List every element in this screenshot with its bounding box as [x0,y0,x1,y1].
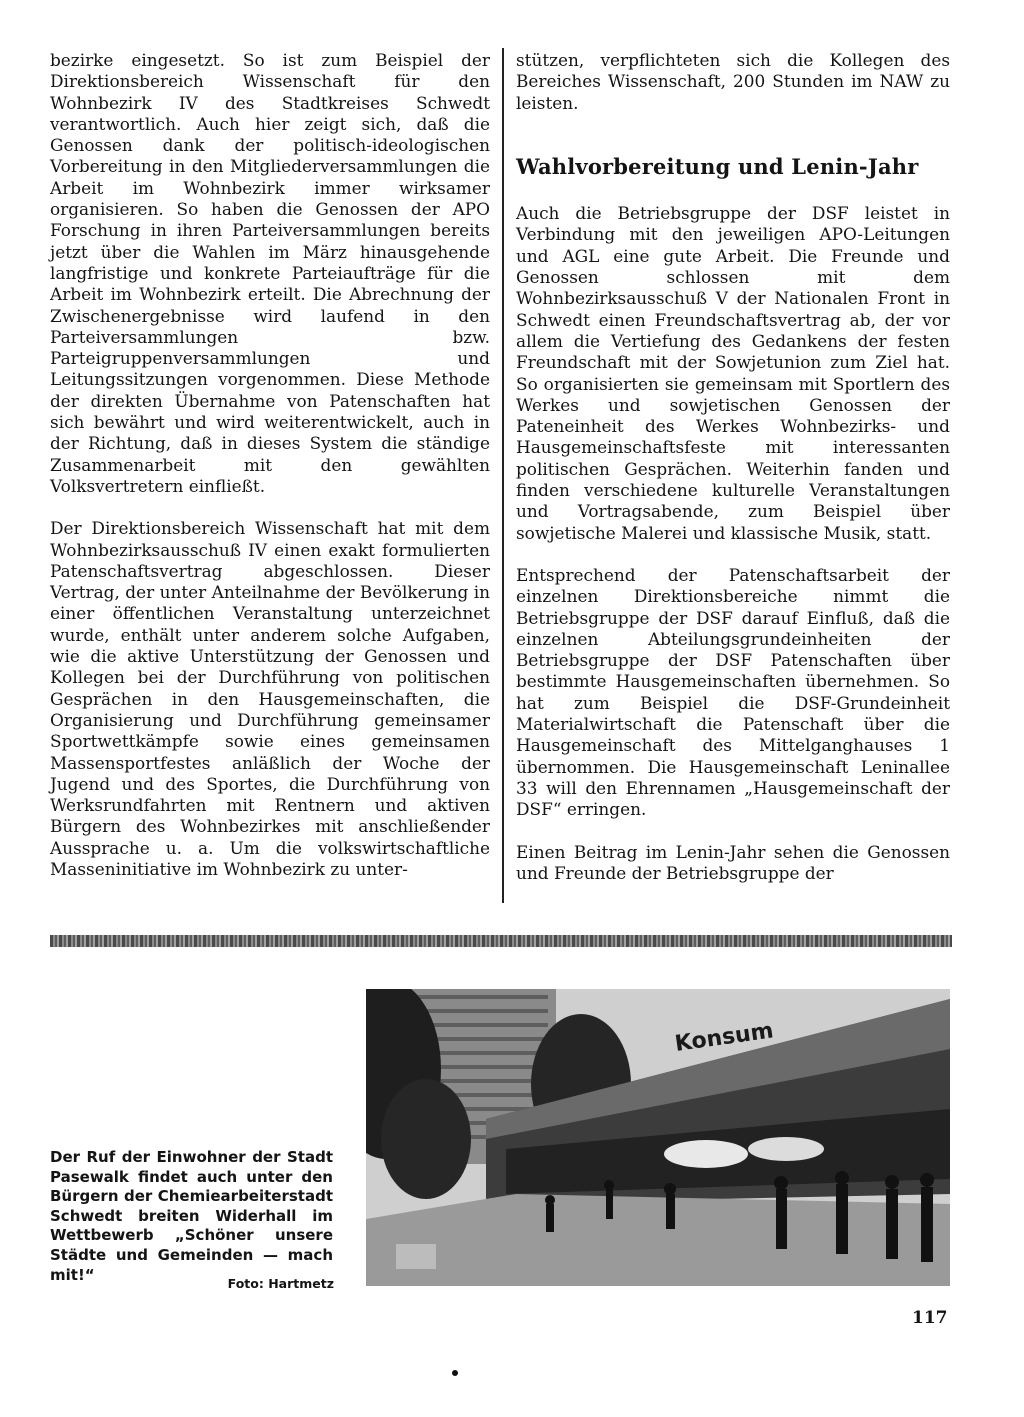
column-rule [502,48,504,903]
body-paragraph: Der Direktionsbereich Wissenschaft hat mit dem Wohnbezirksausschuß IV einen exakt formulierten Patenschaftsvertrag abgeschlossen. Dieser Vertrag, der unter Anteilnahme der Bevölkerung in einer öffentlichen Veranstaltung unterzeichnet wurde, enthält unter anderem solche Aufgaben, wie die aktive Unterstützung der Genossen und Kollegen bei der Durchführung von politischen Gesprächen in den Hausgemeinschaften, die Organisierung und Durchführung gemeinsamer Sportwettkämpfe sowie eines gemeinsamen Massensportfestes anläßlich der Woche der Jugend und des Sportes, die Durchführung von Werksrundfahrten mit Rentnern und aktiven Bürgern des Wohnbezirkes mit anschließender Aussprache u. a. Um die volkswirtschaftliche Masseninitiative im Wohnbezirk zu unter- [50,518,490,879]
body-paragraph: Auch die Betriebsgruppe der DSF leistet in Verbindung mit den jeweiligen APO-Leitungen und AGL eine gute Arbeit. Die Freunde und Genossen schlossen mit dem Wohnbezirksausschuß V der Nationalen Front in Schwedt einen Freundschaftsvertrag ab, der vor allem die Vertiefung des Gedankens der festen Freundschaft mit der Sowjetunion zum Ziel hat. So organisierten sie gemeinsam mit Sportlern des Werkes und sowjetischen Genossen der Pateneinheit des Werkes Wohnbezirks- und Hausgemeinschaftsfeste mit interessanten politischen Gesprächen. Weiterhin fanden und finden verschiedene kulturelle Veranstaltungen und Vortragsabende, zum Beispiel über sowjetische Malerei und klassische Musik, statt. [516,203,950,543]
left-column [50,50,490,901]
photo-credit: Foto: Hartmetz [227,1276,334,1291]
body-paragraph: bezirke eingesetzt. So ist zum Beispiel der Direktionsbereich Wissenschaft für den Wohnbezirk IV des Stadtkreises Schwedt verantwortlich. Auch hier zeigt sich, daß die Genossen dank der politisch-ideologischen Vorbereitung in den Mitgliederversammlungen die Arbeit im Wohnbezirk immer wirksamer organisieren. So haben die Genossen der APO Forschung in ihren Parteiversammlungen bereits jetzt über die Wahlen im März hinausgehende langfristige und konkrete Parteiaufträge für die Arbeit im Wohnbezirk erteilt. Die Abrechnung der Zwischenergebnisse wird laufend in den Parteiversammlungen bzw. Parteigruppenversammlungen und Leitungssitzungen vorgenommen. Diese Methode der direkten Übernahme von Patenschaften hat sich bewährt und wird weiterentwickelt, auch in der Richtung, daß in dieses System die ständige Zusammenarbeit mit den gewählten Volksvertretern einfließt. [50,50,490,496]
body-paragraph: Entsprechend der Patenschaftsarbeit der einzelnen Direktionsbereiche nimmt die Betriebsgruppe der DSF darauf Einfluß, daß die einzelnen Abteilungsgrundeinheiten der Betriebsgruppe der DSF Patenschaften über bestimmte Hausgemeinschaften übernehmen. So hat zum Beispiel die DSF-Grundeinheit Materialwirtschaft die Patenschaft über die Hausgemeinschaft des Mittelganghauses 1 übernommen. Die Hausgemeinschaft Leninallee 33 will den Ehrennamen „Hausgemeinschaft der DSF“ erringen. [516,564,950,820]
store-sign: Konsum [673,1018,775,1057]
right-column [516,50,950,905]
photo-caption: Der Ruf der Einwohner der Stadt Pasewalk findet auch unter den Bürgern der Chemiearbeiterstadt Schwedt breiten Widerhall im Wettbewerb „Schöner unsere Städte und Gemeinden — mach mit!“ [50,1148,333,1284]
decorative-dot [452,1370,458,1376]
body-paragraph: stützen, verpflichteten sich die Kollegen des Bereiches Wissenschaft, 200 Stunden im NAW zu leisten. [516,50,950,113]
section-heading: Wahlvorbereitung und Lenin-Jahr [516,153,919,179]
body-paragraph: Einen Beitrag im Lenin-Jahr sehen die Genossen und Freunde der Betriebsgruppe der [516,841,950,883]
page-number: 117 [912,1308,948,1328]
street-photo [366,989,950,1286]
decorative-band [50,935,952,947]
